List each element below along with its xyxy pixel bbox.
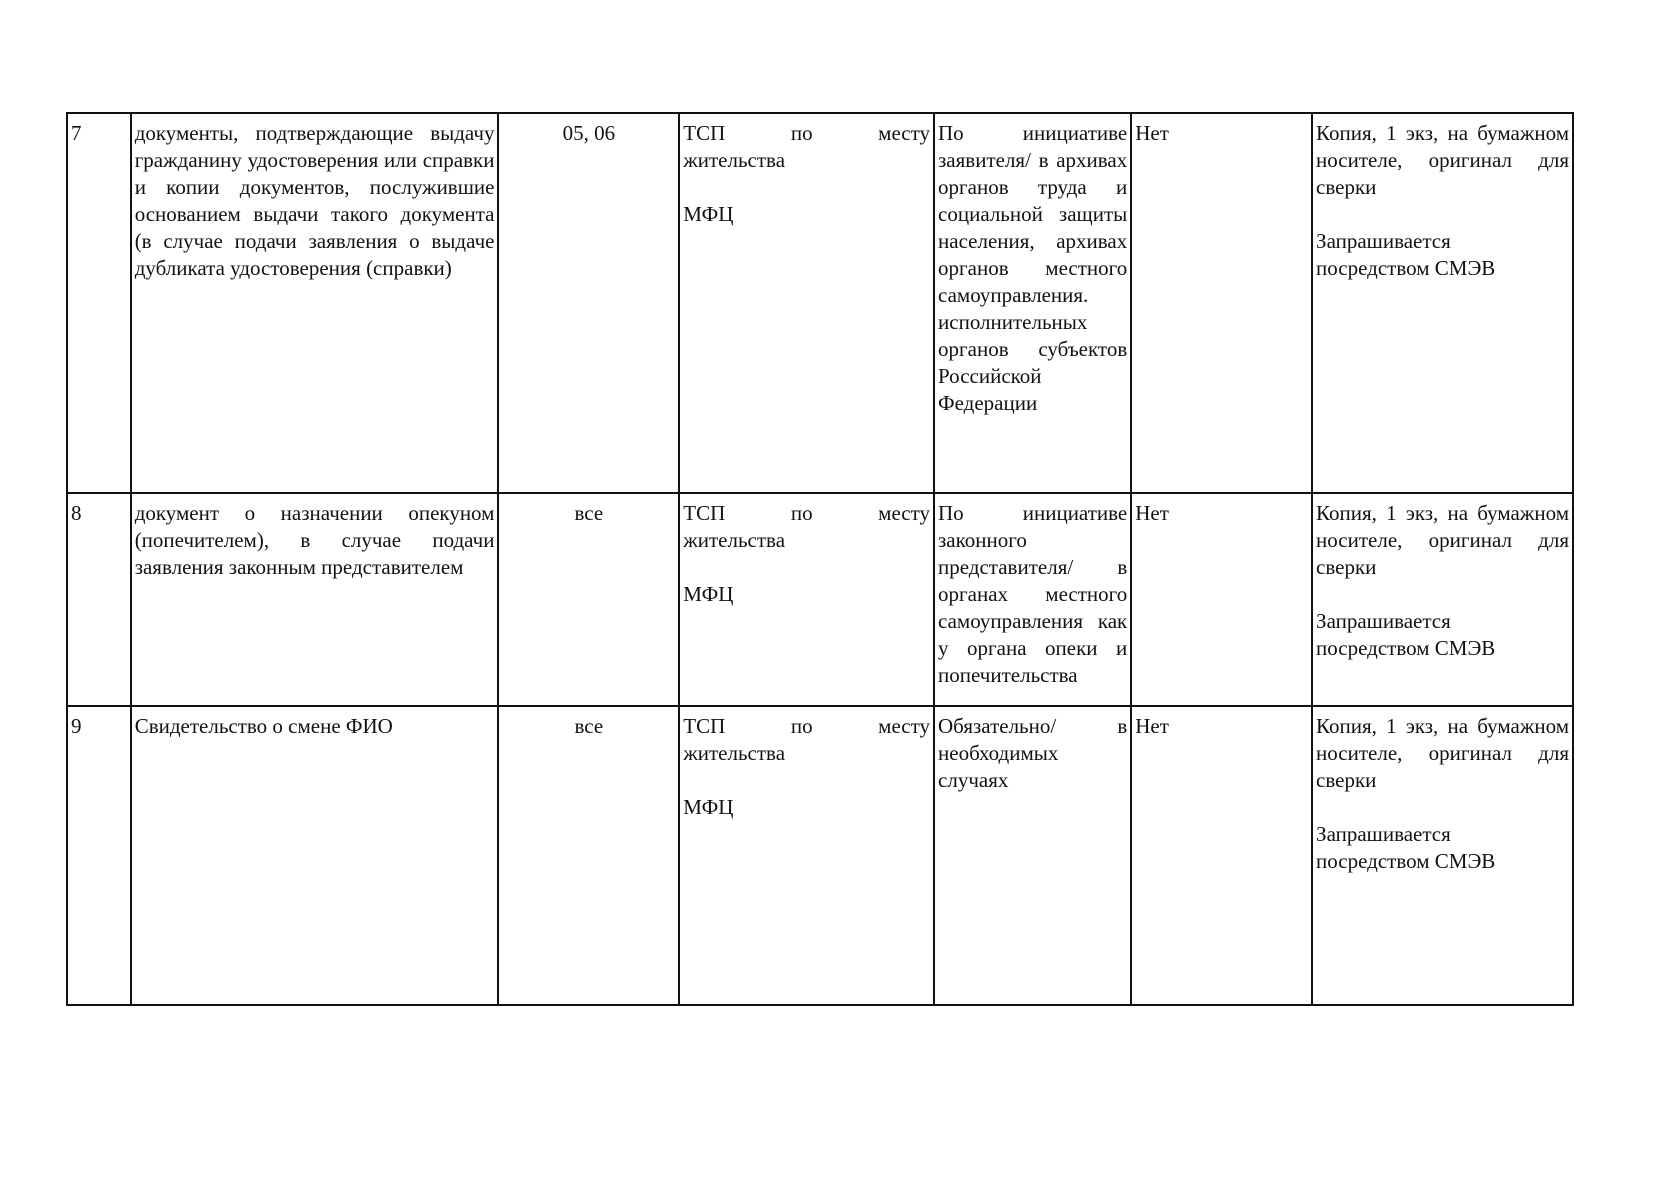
table-row <box>67 113 1573 493</box>
row-number: 7 <box>67 113 131 493</box>
place-line: ТСП по месту <box>683 714 931 738</box>
document-name: документ о назначении опекуном (попечителем), в случае подачи заявления законным представителем <box>131 493 499 706</box>
form-request-text: Запрашивается посредством СМЭВ <box>1316 609 1496 660</box>
submission-place <box>679 493 934 706</box>
form-request-text: Запрашивается посредством СМЭВ <box>1316 822 1496 873</box>
submission-place <box>679 113 934 493</box>
form-copy-text: Копия, 1 экз, на бумажном носителе, оригинал для сверки <box>1316 714 1569 792</box>
row-number: 9 <box>67 706 131 1005</box>
row-number: 8 <box>67 493 131 706</box>
form-copy-text: Копия, 1 экз, на бумажном носителе, оригинал для сверки <box>1316 501 1569 579</box>
required-flag: Нет <box>1131 706 1312 1005</box>
place-office: МФЦ <box>683 202 734 226</box>
place-office: МФЦ <box>683 795 734 819</box>
place-line: жительства <box>683 741 786 765</box>
place-office: МФЦ <box>683 582 734 606</box>
documents-table <box>66 112 1574 1006</box>
form-request-text: Запрашивается посредством СМЭВ <box>1316 229 1496 280</box>
table-row <box>67 706 1573 1005</box>
required-flag: Нет <box>1131 493 1312 706</box>
submission-form <box>1312 706 1573 1005</box>
place-line: жительства <box>683 528 786 552</box>
place-line: ТСП по месту <box>683 501 931 525</box>
form-copy-text: Копия, 1 экз, на бумажном носителе, оригинал для сверки <box>1316 121 1569 199</box>
submission-place <box>679 706 934 1005</box>
applicant-category: все <box>498 706 679 1005</box>
place-line: жительства <box>683 148 786 172</box>
submission-condition: Обязательно/ в необходимых случаях <box>934 706 1131 1005</box>
table-row <box>67 493 1573 706</box>
submission-condition: По инициативе законного представителя/ в органах местного самоуправления как у органа опеки и попечительства <box>934 493 1131 706</box>
submission-form <box>1312 493 1573 706</box>
place-line: ТСП по месту <box>683 121 931 145</box>
applicant-category: все <box>498 493 679 706</box>
submission-condition: По инициативе заявителя/ в архивах органов труда и социальной защиты населения, архивах органов местного самоуправления. исполнительных органов субъектов Российской Федерации <box>934 113 1131 493</box>
document-name: Свидетельство о смене ФИО <box>131 706 499 1005</box>
required-flag: Нет <box>1131 113 1312 493</box>
document-name: документы, подтверждающие выдачу гражданину удостоверения или справки и копии документов, послужившие основанием выдачи такого документа (в случае подачи заявления о выдаче дубликата удостоверения (справки) <box>131 113 499 493</box>
applicant-category: 05, 06 <box>498 113 679 493</box>
submission-form <box>1312 113 1573 493</box>
